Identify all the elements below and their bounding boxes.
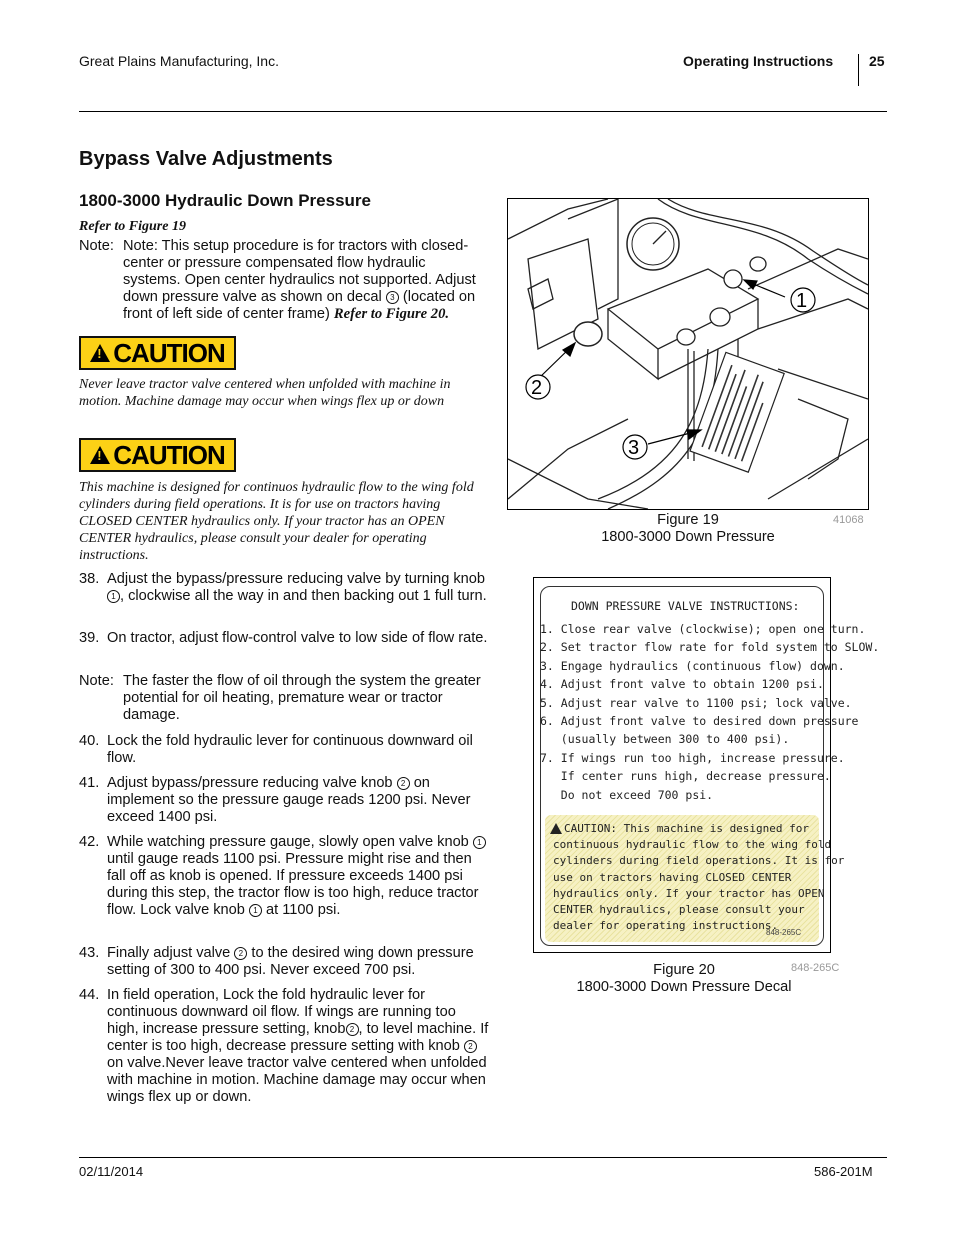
- footer-doc-number: 586-201M: [814, 1164, 873, 1179]
- decal-instruction-line: 4. Adjust front valve to obtain 1200 psi.: [540, 677, 824, 692]
- decal-caution-line: continuous hydraulic flow to the wing fold: [553, 838, 832, 852]
- note-text: Note: This setup procedure is for tractors with closed-center or pressure compensated flow hydraulic systems. Open center hydraulics not supported. Adjust down pressure valve as shown on decal: [123, 238, 476, 305]
- step-39: 39. On tractor, adjust flow-control valve to low side of flow rate.: [79, 630, 488, 646]
- caution-label-1: ! CAUTION: [79, 336, 236, 370]
- decal-instruction-line: 1. Close rear valve (clockwise); open one turn.: [540, 622, 866, 636]
- figure-20-caption: Figure 20 1800-3000 Down Pressure Decal: [576, 962, 792, 995]
- step-41: 41. Adjust bypass/pressure reducing valve knob 2 on implement so the pressure gauge reads 1200 psi. Never exceed 1400 psi.: [79, 775, 471, 825]
- decal-instruction-line: 7. If wings run too high, increase pressure.: [540, 750, 845, 765]
- note-flow: Note: The faster the flow of oil through the system the greater potential for oil heating, premature wear or tractor damage.: [79, 673, 481, 723]
- decal-instruction-line: Do not exceed 700 psi.: [540, 787, 714, 802]
- knob-2-icon: 2: [234, 947, 247, 960]
- page-title: Bypass Valve Adjustments: [79, 148, 333, 170]
- figure-20-decal: [533, 577, 880, 953]
- knob-1-icon: 1: [473, 836, 486, 849]
- knob-3-icon: 3: [386, 291, 399, 304]
- step-38: 38. Adjust the bypass/pressure reducing valve by turning knob 1 , clockwise all the way in and then backing out 1 full turn.: [79, 571, 487, 604]
- step-43: 43. Finally adjust valve 2 to the desired wing down pressure setting of 300 to 400 psi. Never exceed 700 psi.: [79, 945, 474, 978]
- note-setup: [79, 238, 487, 323]
- header-divider: [858, 54, 859, 86]
- decal-caution-line: hydraulics only. If your tractor has OPEN: [553, 886, 825, 900]
- knob-2-icon: 2: [397, 777, 410, 790]
- decal-caution-line: CENTER hydraulics, please consult your: [553, 903, 805, 916]
- callout-3: 3: [628, 437, 640, 459]
- figure-19-caption: Figure 19 1800-3000 Down Pressure: [601, 512, 775, 545]
- step-42: 42. While watching pressure gauge, slowly open valve knob 1 until gauge reads 1100 psi. Pressure might rise and then fall off as knob is opened. If pressure exceeds 1400 psi during this step, the tractor flow is too high, reduce tractor flow. Lock valve knob 1 at 1100 psi.: [79, 834, 489, 919]
- decal-instruction-line: 3. Engage hydraulics (continuous flow) down.: [540, 658, 845, 673]
- caution-text-2: This machine is designed for continuos hydraulic flow to the wing fold cylinders during field operations. It is for use on tractors having CLOSED CENTER hydraulics only. If your tractor has an OPEN CENTER hydraulics, please consult your dealer for operating instructions.: [79, 480, 474, 563]
- note-label: Note:: [79, 238, 114, 254]
- note-text-2: (located on front of left side of center frame): [123, 289, 476, 322]
- decal-instruction-line: (usually between 300 to 400 psi).: [540, 732, 790, 747]
- decal-instruction-line: 6. Adjust front valve to desired down pressure: [540, 714, 859, 728]
- knob-1-icon: 1: [107, 590, 120, 603]
- decal-caution-line: dealer for operating instructions.: [553, 919, 779, 933]
- decal-instruction-line: 2. Set tractor flow rate for fold system to SLOW.: [540, 640, 880, 655]
- footer-date: 02/11/2014: [79, 1164, 144, 1179]
- page-number: 25: [869, 53, 885, 69]
- decal-instruction-line: If center runs high, decrease pressure.: [540, 769, 831, 784]
- callout-1: 1: [796, 290, 808, 312]
- decal-inner-id: 848-265C: [766, 928, 802, 937]
- figure-19-id: 41068: [833, 514, 864, 526]
- decal-caution-line: use on tractors having CLOSED CENTER: [553, 870, 792, 884]
- decal-heading: DOWN PRESSURE VALVE INSTRUCTIONS:: [571, 599, 800, 613]
- decal-caution-line: cylinders during field operations. It is for: [553, 854, 845, 868]
- footer-rule: [79, 1157, 887, 1158]
- header-section: Operating Instructions: [683, 53, 834, 69]
- section-subtitle: 1800-3000 Hydraulic Down Pressure: [79, 191, 371, 210]
- warning-icon: [90, 344, 110, 362]
- knob-2-icon: 2: [464, 1040, 477, 1053]
- decal-warning-icon: [550, 823, 562, 834]
- figure-20-id: 848-265C: [791, 962, 840, 974]
- figure-19-illustration: [507, 198, 869, 510]
- header-company: Great Plains Manufacturing, Inc.: [79, 53, 279, 69]
- callout-2: 2: [531, 377, 543, 399]
- valve-drawing: [508, 199, 868, 509]
- knob-2-icon: 2: [346, 1023, 359, 1036]
- caution-label-2: ! CAUTION: [79, 438, 236, 472]
- figure-reference: Refer to Figure 19: [79, 219, 186, 234]
- header-rule: [79, 111, 887, 112]
- decal-instruction-line: 5. Adjust rear valve to 1100 psi; lock valve.: [540, 695, 852, 710]
- warning-icon: [90, 446, 110, 464]
- decal-caution-line: CAUTION: This machine is designed for: [564, 822, 810, 835]
- knob-1-icon: 1: [249, 904, 262, 917]
- caution-text-1: Never leave tractor valve centered when unfolded with machine in motion. Machine damage may occur when wings flex up or down: [79, 377, 451, 409]
- note-ref: Refer to Figure 20.: [333, 306, 450, 322]
- step-44: 44. In field operation, Lock the fold hydraulic lever for continuous downward oil flow. If wings are running too high, increase pressure setting, knob 2 , to level machine. If center is too high, decrease pressure setting with knob 2 on valve.Never leave tractor valve centered when unfolded with machine in motion. Machine damage may occur when wings flex up or down.: [79, 987, 489, 1105]
- step-40: 40. Lock the fold hydraulic lever for continuous downward oil flow.: [79, 733, 473, 766]
